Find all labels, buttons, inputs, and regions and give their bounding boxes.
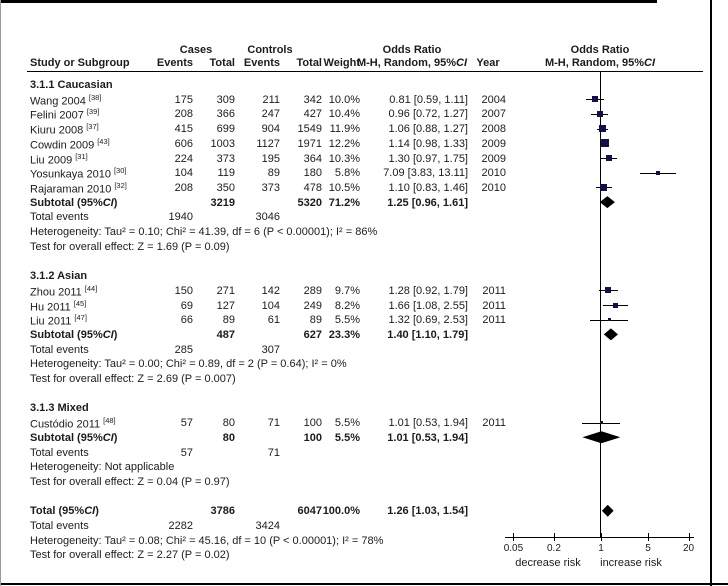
cases-events-value: 104	[174, 167, 193, 180]
subtotal-odds-ratio-ci-text: 1.01 [0.53, 1.94]	[387, 431, 468, 444]
total-odds-ratio-ci-text: 1.26 [1.03, 1.54]	[387, 505, 468, 518]
controls-events-value: 61	[267, 314, 280, 327]
overall-effect-text: Test for overall effect: Z = 2.69 (P = 0.007)	[30, 373, 236, 385]
controls-events-value: 904	[261, 123, 280, 136]
controls-events-value: 247	[261, 108, 280, 121]
subtotal-odds-ratio-ci-text: 1.25 [0.96, 1.61]	[387, 196, 468, 209]
column-header-study: Study or Subgroup	[30, 57, 130, 69]
x-axis-tick-label: 0.2	[547, 543, 561, 554]
study-name: Custódio 2011 [48]	[30, 416, 116, 431]
total-weight: 100.0%	[322, 505, 360, 518]
cases-events-value: 208	[174, 181, 193, 194]
total-events-label: Total events	[30, 520, 89, 532]
cases-group-header: Cases	[179, 44, 213, 56]
cases-total-value: 89	[222, 314, 235, 327]
column-header-weight: Weight	[323, 57, 360, 69]
subtotal-diamond	[582, 431, 620, 443]
odds-ratio-ci-text: 1.32 [0.69, 2.53]	[388, 314, 468, 327]
subtotal-diamond	[604, 328, 618, 340]
subtotal-weight: 23.3%	[328, 328, 360, 341]
weight-value: 5.5%	[334, 314, 360, 327]
overall-effect-text: Test for overall effect: Z = 1.69 (P = 0.09)	[30, 240, 230, 253]
study-name: Yosunkaya 2010 [30]	[30, 166, 127, 181]
cases-total-value: 1003	[210, 137, 235, 150]
odds-ratio-ci-text: 0.81 [0.59, 1.11]	[389, 93, 468, 106]
year-value: 2010	[481, 181, 506, 194]
column-header-events-controls: Events	[243, 57, 280, 69]
study-name: Wang 2004 [38]	[30, 92, 102, 108]
study-name: Liu 2011 [47]	[30, 313, 87, 328]
study-name: Cowdin 2009 [43]	[30, 136, 110, 152]
effect-square-marker	[592, 96, 598, 102]
column-header-mh-right: M-H, Random, 95%CI	[544, 57, 655, 69]
cases-total-value: 699	[216, 123, 235, 136]
cases-total-value: 127	[216, 299, 235, 312]
controls-total-value: 427	[303, 108, 322, 121]
x-axis-tick	[648, 533, 649, 541]
controls-total-value: 180	[303, 167, 322, 180]
year-value: 2011	[482, 284, 506, 297]
heterogeneity-text: Heterogeneity: Tau² = 0.10; Chi² = 41.39, df = 6 (P < 0.00001); I² = 86%	[30, 226, 378, 238]
total-events-cases: 2282	[168, 520, 193, 532]
odds-ratio-ci-text: 1.28 [0.92, 1.79]	[388, 284, 468, 297]
subtotal-odds-ratio-ci-text: 1.40 [1.10, 1.79]	[387, 328, 468, 341]
odds-ratio-ci-text: 1.01 [0.53, 1.94]	[388, 417, 468, 430]
frame-bottom-border	[0, 583, 728, 585]
study-name: Rajaraman 2010 [32]	[30, 180, 127, 196]
weight-value: 8.2%	[334, 299, 360, 312]
weight-value: 10.0%	[328, 93, 360, 106]
cases-events-value: 175	[174, 93, 193, 106]
cases-events-value: 224	[174, 152, 193, 165]
odds-ratio-ci-text: 1.06 [0.88, 1.27]	[388, 123, 468, 136]
year-value: 2004	[481, 93, 506, 106]
effect-square-marker	[605, 287, 611, 293]
effect-square-marker	[656, 171, 660, 175]
cases-events-value: 150	[174, 284, 193, 297]
x-axis-tick	[554, 533, 555, 541]
cases-total-value: 366	[216, 108, 235, 121]
effect-square-marker	[599, 125, 606, 132]
cases-total-value: 350	[216, 181, 235, 194]
controls-total-value: 1549	[297, 123, 322, 136]
weight-value: 10.5%	[328, 181, 360, 194]
total-label: Total (95%CI)	[30, 505, 99, 518]
subtotal-weight: 5.5%	[334, 431, 360, 444]
total-events-controls: 71	[267, 446, 280, 459]
controls-total-value: 1971	[297, 137, 322, 150]
controls-total-value: 249	[303, 299, 322, 312]
study-name: Hu 2011 [45]	[30, 298, 87, 314]
effect-square-marker	[608, 318, 611, 321]
cases-total-value: 373	[216, 152, 235, 165]
x-axis-label-increase: increase risk	[600, 557, 662, 569]
controls-events-value: 195	[261, 152, 280, 165]
weight-value: 5.8%	[334, 167, 360, 180]
total-events-controls: 3424	[255, 520, 280, 532]
overall-effect-text: Test for overall effect: Z = 0.04 (P = 0.97)	[30, 475, 230, 488]
column-header-mh-left: M-H, Random, 95%CI	[356, 57, 467, 69]
odds-ratio-ci-text: 0.96 [0.72, 1.27]	[388, 108, 468, 121]
year-value: 2010	[481, 167, 506, 180]
total-events-label: Total events	[30, 446, 89, 459]
controls-total-value: 89	[309, 314, 322, 327]
header-underline	[27, 71, 703, 72]
controls-total-value: 289	[303, 284, 322, 297]
heterogeneity-text: Heterogeneity: Not applicable	[30, 461, 175, 474]
effect-square-marker	[597, 111, 603, 117]
frame-left-border	[0, 0, 1, 586]
subtotal-label: Subtotal (95%CI)	[30, 196, 118, 209]
total-cases-total: 3786	[210, 505, 235, 518]
effect-square-marker	[606, 155, 612, 161]
subtotal-cases-total: 80	[222, 431, 235, 444]
controls-total-value: 364	[303, 152, 322, 165]
x-axis-tick	[513, 533, 514, 541]
x-axis-tick	[601, 533, 602, 541]
study-name: Zhou 2011 [44]	[30, 283, 98, 299]
odds-ratio-ci-text: 1.10 [0.83, 1.46]	[388, 181, 468, 194]
subgroup-title: 3.1.3 Mixed	[30, 402, 89, 415]
subgroup-title: 3.1.2 Asian	[30, 270, 88, 283]
cases-total-value: 80	[222, 417, 235, 430]
cases-events-value: 57	[180, 417, 193, 430]
weight-value: 9.7%	[334, 284, 360, 297]
x-axis-tick	[689, 533, 690, 541]
total-events-controls: 3046	[255, 211, 280, 224]
cases-events-value: 415	[174, 123, 193, 136]
year-value: 2009	[481, 137, 506, 150]
weight-value: 11.9%	[329, 123, 360, 136]
year-value: 2009	[481, 152, 506, 165]
column-header-total-cases: Total	[209, 57, 235, 69]
study-name: Felini 2007 [39]	[30, 107, 100, 123]
subtotal-label: Subtotal (95%CI)	[30, 431, 118, 444]
odds-ratio-ci-text: 1.14 [0.98, 1.33]	[388, 137, 468, 150]
total-events-cases: 57	[180, 446, 193, 459]
x-axis-label-decrease: decrease risk	[515, 557, 581, 569]
total-events-label: Total events	[30, 211, 89, 224]
controls-events-value: 211	[262, 93, 280, 106]
x-axis-tick-label: 1	[598, 543, 604, 554]
x-axis-line	[505, 537, 694, 538]
cases-total-value: 309	[216, 93, 235, 106]
study-name: Kiuru 2008 [37]	[30, 122, 99, 137]
effect-square-marker	[601, 139, 609, 147]
column-header-total-controls: Total	[296, 57, 322, 69]
weight-value: 10.3%	[328, 152, 360, 165]
subtotal-diamond	[600, 196, 615, 208]
subgroup-title: 3.1.1 Caucasian	[30, 79, 113, 91]
odds-ratio-ci-text: 1.66 [1.08, 2.55]	[388, 299, 468, 312]
subtotal-cases-total: 487	[216, 328, 235, 341]
controls-events-value: 71	[267, 417, 280, 430]
subtotal-controls-total: 627	[303, 328, 322, 341]
heterogeneity-text: Heterogeneity: Tau² = 0.08; Chi² = 45.16, df = 10 (P < 0.00001); I² = 78%	[30, 534, 384, 547]
year-value: 2007	[481, 108, 506, 121]
controls-events-value: 104	[261, 299, 280, 312]
controls-events-value: 373	[261, 181, 280, 194]
frame-top-border	[0, 0, 657, 3]
effect-square-marker	[600, 421, 603, 424]
weight-value: 5.5%	[334, 417, 360, 430]
cases-events-value: 208	[174, 108, 193, 121]
odds-ratio-header-left: Odds Ratio	[382, 44, 442, 56]
subtotal-cases-total: 3219	[210, 196, 235, 209]
cases-events-value: 606	[174, 137, 193, 150]
controls-events-value: 142	[261, 284, 280, 297]
heterogeneity-text: Heterogeneity: Tau² = 0.00; Chi² = 0.89, df = 2 (P = 0.64); I² = 0%	[30, 358, 347, 371]
total-events-label: Total events	[30, 343, 89, 356]
controls-events-value: 1127	[256, 137, 280, 150]
cases-total-value: 271	[216, 284, 235, 297]
effect-square-marker	[600, 184, 607, 191]
weight-value: 10.4%	[328, 108, 360, 121]
effect-square-marker	[613, 303, 618, 308]
x-axis-tick-label: 20	[682, 543, 695, 554]
total-events-cases: 285	[174, 343, 193, 356]
total-events-controls: 307	[261, 343, 280, 356]
cases-total-value: 119	[217, 167, 235, 180]
frame-right-border	[710, 0, 712, 586]
x-axis-tick-label: 0.05	[503, 543, 524, 554]
total-controls-total: 6047	[297, 505, 322, 518]
controls-group-header: Controls	[247, 44, 293, 56]
column-header-year: Year	[476, 57, 500, 69]
odds-ratio-ci-text: 1.30 [0.97, 1.75]	[388, 152, 468, 165]
odds-ratio-header-right: Odds Ratio	[570, 44, 630, 56]
controls-total-value: 478	[303, 181, 322, 194]
odds-ratio-ci-text: 7.09 [3.83, 13.11]	[383, 167, 468, 180]
controls-total-value: 100	[303, 417, 322, 430]
subtotal-label: Subtotal (95%CI)	[30, 328, 118, 341]
subtotal-controls-total: 5320	[297, 196, 322, 209]
column-header-events-cases: Events	[156, 57, 193, 69]
overall-effect-text: Test for overall effect: Z = 2.27 (P = 0.02)	[30, 549, 230, 562]
subtotal-weight: 71.2%	[328, 196, 360, 209]
total-diamond	[602, 505, 614, 517]
cases-events-value: 66	[180, 314, 193, 327]
x-axis-tick-label: 5	[645, 543, 651, 554]
weight-value: 12.2%	[328, 137, 360, 150]
controls-total-value: 342	[303, 93, 322, 106]
controls-events-value: 89	[267, 167, 280, 180]
cases-events-value: 69	[180, 299, 193, 312]
year-value: 2011	[482, 417, 506, 430]
study-name: Liu 2009 [31]	[30, 151, 88, 167]
total-events-cases: 1940	[168, 211, 193, 224]
year-value: 2011	[482, 299, 506, 312]
year-value: 2008	[481, 123, 506, 136]
year-value: 2011	[482, 314, 506, 327]
subtotal-controls-total: 100	[303, 431, 322, 444]
